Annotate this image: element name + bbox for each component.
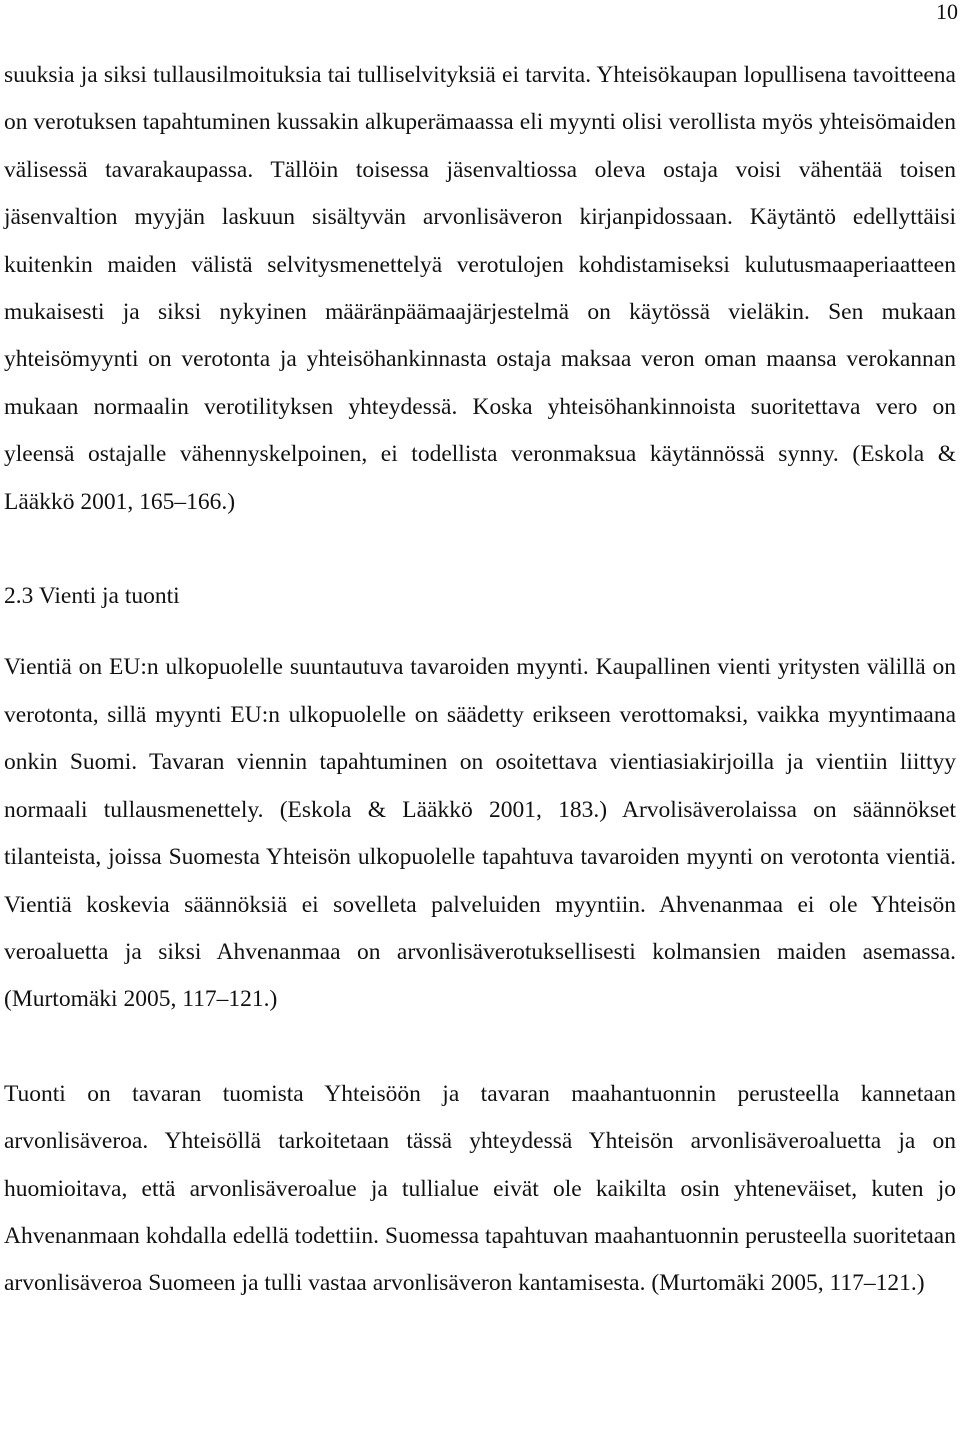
paragraph-import: Tuonti on tavaran tuomista Yhteisöön ja tavaran maahantuonnin perusteella kannetaan arvonlisäveroa. Yhteisöllä tarkoitetaan tässä yhteydessä Yhteisön arvonlisäveroaluetta ja on huomioitava, että arvonlisäveroalue ja tullialue eivät ole kaikilta osin yhteneväiset, kuten jo Ahvenanmaan kohdalla edellä todettiin. Suomessa tapahtuvan maahantuonnin perusteella suoritetaan arvonlisäveroa Suomeen ja tulli vastaa arvonlisäveron kantamisesta. (Murtomäki 2005, 117–121.): [4, 1080, 956, 1297]
page-number: 10: [936, 0, 958, 24]
document-body: [4, 52, 956, 1308]
paragraph-export: Vientiä on EU:n ulkopuolelle suuntautuva tavaroiden myynti. Kaupallinen vienti yritysten välillä on verotonta, sillä myynti EU:n ulkopuolelle on säädetty erikseen verottomaksi, vaikka myyntimaana onkin Suomi. Tavaran viennin tapahtuminen on osoitettava vientiasiakirjoilla ja vientiin liittyy normaali tullausmenettely. (Eskola & Lääkkö 2001, 183.) Arvolisäverolaissa on säännökset tilanteista, joissa Suomesta Yhteisön ulkopuolelle tapahtuva tavaroiden myynti on verotonta vientiä. Vientiä koskevia säännöksiä ei sovelleta palveluiden myyntiin. Ahvenanmaa ei ole Yhteisön veroaluetta ja siksi Ahvenanmaa on arvonlisäverotuksellisesti kolmansien maiden asemassa. (Murtomäki 2005, 117–121.): [4, 654, 956, 1013]
paragraph-eu-trade: suuksia ja siksi tullausilmoituksia tai tulliselvityksiä ei tarvita. Yhteisökaupan lopullisena tavoitteena on verotuksen tapahtuminen kussakin alkuperämaassa eli myynti olisi verollista myös yhteisömaiden välisessä tavarakaupassa. Tällöin toisessa jäsenvaltiossa oleva ostaja voisi vähentää toisen jäsenvaltion myyjän laskuun sisältyvän arvonlisäveron kirjanpidossaan. Käytäntö edellyttäisi kuitenkin maiden välistä selvitysmenettelyä verotulojen kohdistamiseksi kulutusmaaperiaatteen mukaisesti ja siksi nykyinen määränpäämaajärjestelmä on käytössä vieläkin. Sen mukaan yhteisömyynti on verotonta ja yhteisöhankinnasta ostaja maksaa veron oman maansa verokannan mukaan normaalin verotilityksen yhteydessä. Koska yhteisöhankinnoista suoritettava vero on yleensä ostajalle vähennyskelpoinen, ei todellista veronmaksua käytännössä synny. (Eskola & Lääkkö 2001, 165–166.): [4, 62, 956, 515]
section-heading: 2.3 Vienti ja tuonti: [4, 583, 180, 610]
